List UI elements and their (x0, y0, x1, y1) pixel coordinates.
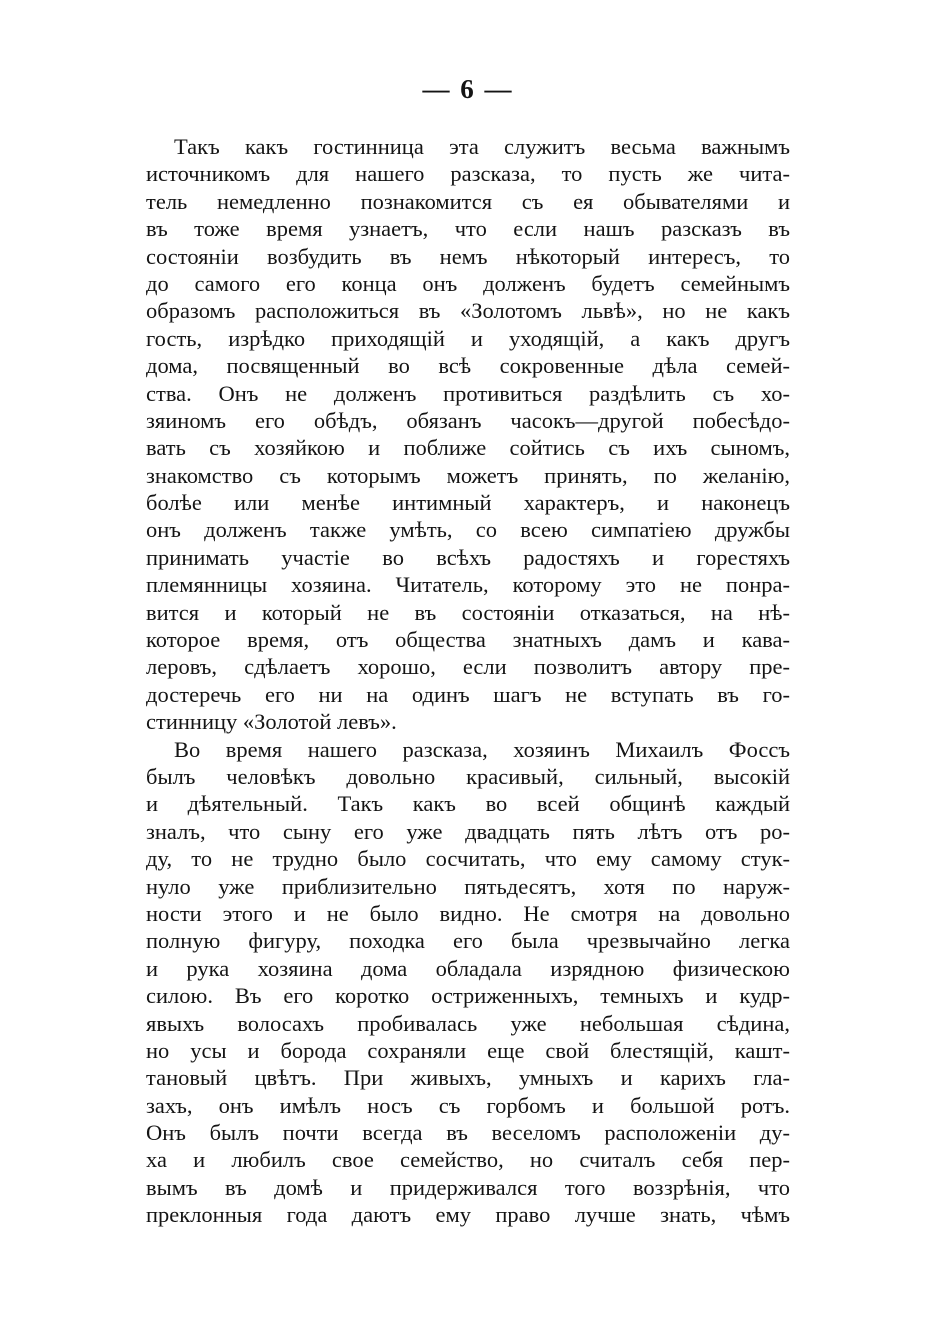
text-line: дома, посвященный во всѣ сокровенные дѣла семей- (146, 353, 790, 379)
paragraph-1 (146, 133, 790, 736)
text-line: и дѣятельный. Такъ какъ во всей общинѣ каждый (146, 791, 790, 817)
text-line: болѣе или менѣе интимный характеръ, и наконецъ (146, 490, 790, 516)
text-line: явыхъ волосахъ пробивалась уже небольшая сѣдина, (146, 1010, 790, 1036)
text-line: былъ человѣкъ довольно красивый, сильный, высокій (146, 763, 790, 789)
text-line: до самого его конца онъ долженъ будетъ семейнымъ (146, 270, 790, 296)
text-line: стинницу «Золотой левъ». (146, 709, 397, 735)
text-line: ду, то не трудно было сосчитать, что ему самому стук- (146, 846, 790, 872)
text-line: образомъ расположиться въ «Золотомъ львѣ», но не какъ (146, 298, 790, 324)
text-line: полную фигуру, походка его была чрезвычайно легка (146, 928, 790, 954)
text-line: вать съ хозяйкою и поближе сойтись съ ихъ сыномъ, (146, 435, 790, 461)
text-line: вымъ въ домѣ и придерживался того воззрѣнія, что (146, 1174, 790, 1200)
text-line: тановый цвѣтъ. При живыхъ, умныхъ и карихъ гла- (146, 1065, 790, 1091)
paragraph-2 (146, 736, 790, 1229)
body-text (146, 133, 790, 1229)
text-line: преклонныя года даютъ ему право лучше знать, чѣмъ (146, 1202, 790, 1228)
text-line: онъ долженъ также умѣть, со всею симпатіею дружбы (146, 517, 790, 543)
text-line: принимать участіе во всѣхъ радостяхъ и горестяхъ (146, 544, 790, 570)
text-line: знакомство съ которымъ можетъ принять, по желанію, (146, 462, 790, 488)
text-line: племянницы хозяина. Читатель, которому это не понра- (146, 572, 790, 598)
text-line: которое время, отъ общества знатныхъ дамъ и кава- (146, 627, 790, 653)
text-line: но усы и борода сохраняли еще свой блестящій, кашт- (146, 1037, 790, 1063)
text-line: вится и который не въ состояніи отказаться, на нѣ- (146, 599, 790, 625)
text-line: состояніи возбудить въ немъ нѣкоторый интересъ, то (146, 243, 790, 269)
text-line: ности этого и не было видно. Не смотря на довольно (146, 900, 790, 926)
text-line: Такъ какъ гостинница эта служитъ весьма важнымъ (174, 134, 790, 159)
page-number: — 6 — (422, 74, 514, 104)
text-line: въ тоже время узнаетъ, что если нашъ разсказъ въ (146, 216, 790, 242)
text-line: Во время нашего разсказа, хозяинъ Михаилъ Фоссъ (174, 736, 790, 762)
text-line: нуло уже приблизительно пятьдесятъ, хотя по наруж- (146, 873, 790, 899)
text-line: достеречь его ни на одинъ шагъ не вступать въ го- (146, 681, 790, 707)
text-line: Онъ былъ почти всегда въ веселомъ расположеніи ду- (146, 1120, 790, 1146)
text-line: гость, изрѣдко приходящій и уходящій, а какъ другъ (146, 325, 790, 351)
text-line: и рука хозяина дома обладала изрядною физическою (146, 955, 790, 981)
text-line: тель немедленно познакомится съ ея обывателями и (146, 188, 790, 214)
text-line: ха и любилъ свое семейство, но считалъ себя пер- (146, 1147, 790, 1173)
text-line: ства. Онъ не долженъ противиться раздѣлить съ хо- (146, 380, 790, 406)
text-line: захъ, онъ имѣлъ носъ съ горбомъ и большой ротъ. (146, 1092, 790, 1118)
text-line: леровъ, сдѣлаетъ хорошо, если позволитъ автору пре- (146, 654, 790, 680)
text-line: зяиномъ его обѣдъ, обязанъ часокъ—другой побесѣдо- (146, 407, 790, 433)
text-line: источникомъ для нашего разсказа, то пусть же чита- (146, 161, 790, 187)
text-line: зналъ, что сыну его уже двадцать пять лѣтъ отъ ро- (146, 818, 790, 844)
text-line: силою. Въ его коротко остриженныхъ, темныхъ и кудр- (146, 983, 790, 1009)
